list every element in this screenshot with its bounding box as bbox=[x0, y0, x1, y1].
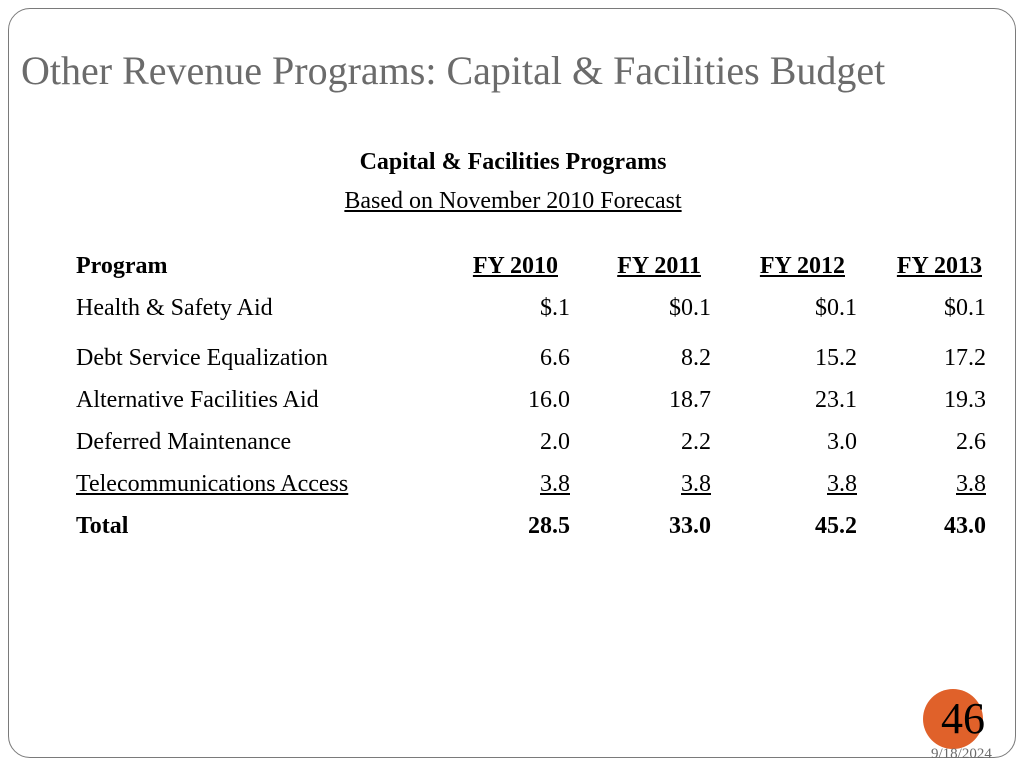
value-fy2010: 16.0 bbox=[528, 387, 570, 413]
table-row bbox=[76, 337, 986, 379]
program-name: Health & Safety Aid bbox=[76, 295, 273, 321]
value-fy2011: $0.1 bbox=[669, 295, 711, 321]
column-header-fy2011: FY 2011 bbox=[617, 253, 701, 279]
column-header-fy2010: FY 2010 bbox=[472, 253, 558, 279]
program-name: Telecommunications Access bbox=[76, 471, 349, 497]
column-header-fy2013: FY 2013 bbox=[896, 253, 982, 279]
program-name: Alternative Facilities Aid bbox=[76, 387, 319, 413]
table-total-row bbox=[76, 505, 986, 547]
value-fy2012: 3.8 bbox=[827, 471, 857, 497]
total-fy2011: 33.0 bbox=[669, 513, 711, 539]
value-fy2012: 15.2 bbox=[815, 345, 857, 371]
value-fy2011: 3.8 bbox=[681, 471, 711, 497]
program-name: Deferred Maintenance bbox=[76, 429, 292, 455]
value-fy2013: 19.3 bbox=[944, 387, 986, 413]
value-fy2011: 8.2 bbox=[681, 345, 711, 371]
column-header-program: Program bbox=[76, 253, 168, 279]
table-header-row bbox=[76, 245, 982, 287]
slide bbox=[8, 8, 1016, 762]
slide-date: 9/18/2024 bbox=[931, 746, 992, 762]
value-fy2013: 2.6 bbox=[956, 429, 986, 455]
total-fy2012: 45.2 bbox=[815, 513, 857, 539]
value-fy2010: $.1 bbox=[540, 295, 570, 321]
table-row bbox=[76, 287, 986, 329]
table-row bbox=[76, 421, 986, 463]
total-fy2013: 43.0 bbox=[944, 513, 986, 539]
column-header-fy2012: FY 2012 bbox=[759, 253, 845, 279]
table-row bbox=[76, 379, 986, 421]
value-fy2012: 3.0 bbox=[827, 429, 857, 455]
value-fy2010: 6.6 bbox=[540, 345, 570, 371]
value-fy2013: 3.8 bbox=[956, 471, 986, 497]
table-row bbox=[76, 463, 986, 505]
table-title: Capital & Facilities Programs bbox=[359, 149, 667, 175]
total-fy2010: 28.5 bbox=[528, 513, 570, 539]
value-fy2010: 2.0 bbox=[540, 429, 570, 455]
value-fy2010: 3.8 bbox=[540, 471, 570, 497]
page-number: 46 bbox=[941, 694, 985, 743]
table-subtitle: Based on November 2010 Forecast bbox=[344, 188, 682, 214]
value-fy2012: 23.1 bbox=[815, 387, 857, 413]
value-fy2012: $0.1 bbox=[815, 295, 857, 321]
program-name: Debt Service Equalization bbox=[76, 345, 328, 371]
total-label: Total bbox=[76, 513, 129, 539]
value-fy2011: 18.7 bbox=[669, 387, 711, 413]
value-fy2013: $0.1 bbox=[944, 295, 986, 321]
value-fy2013: 17.2 bbox=[944, 345, 986, 371]
budget-table bbox=[76, 245, 986, 547]
value-fy2011: 2.2 bbox=[681, 429, 711, 455]
slide-title: Other Revenue Programs: Capital & Facilities Budget bbox=[21, 48, 886, 93]
